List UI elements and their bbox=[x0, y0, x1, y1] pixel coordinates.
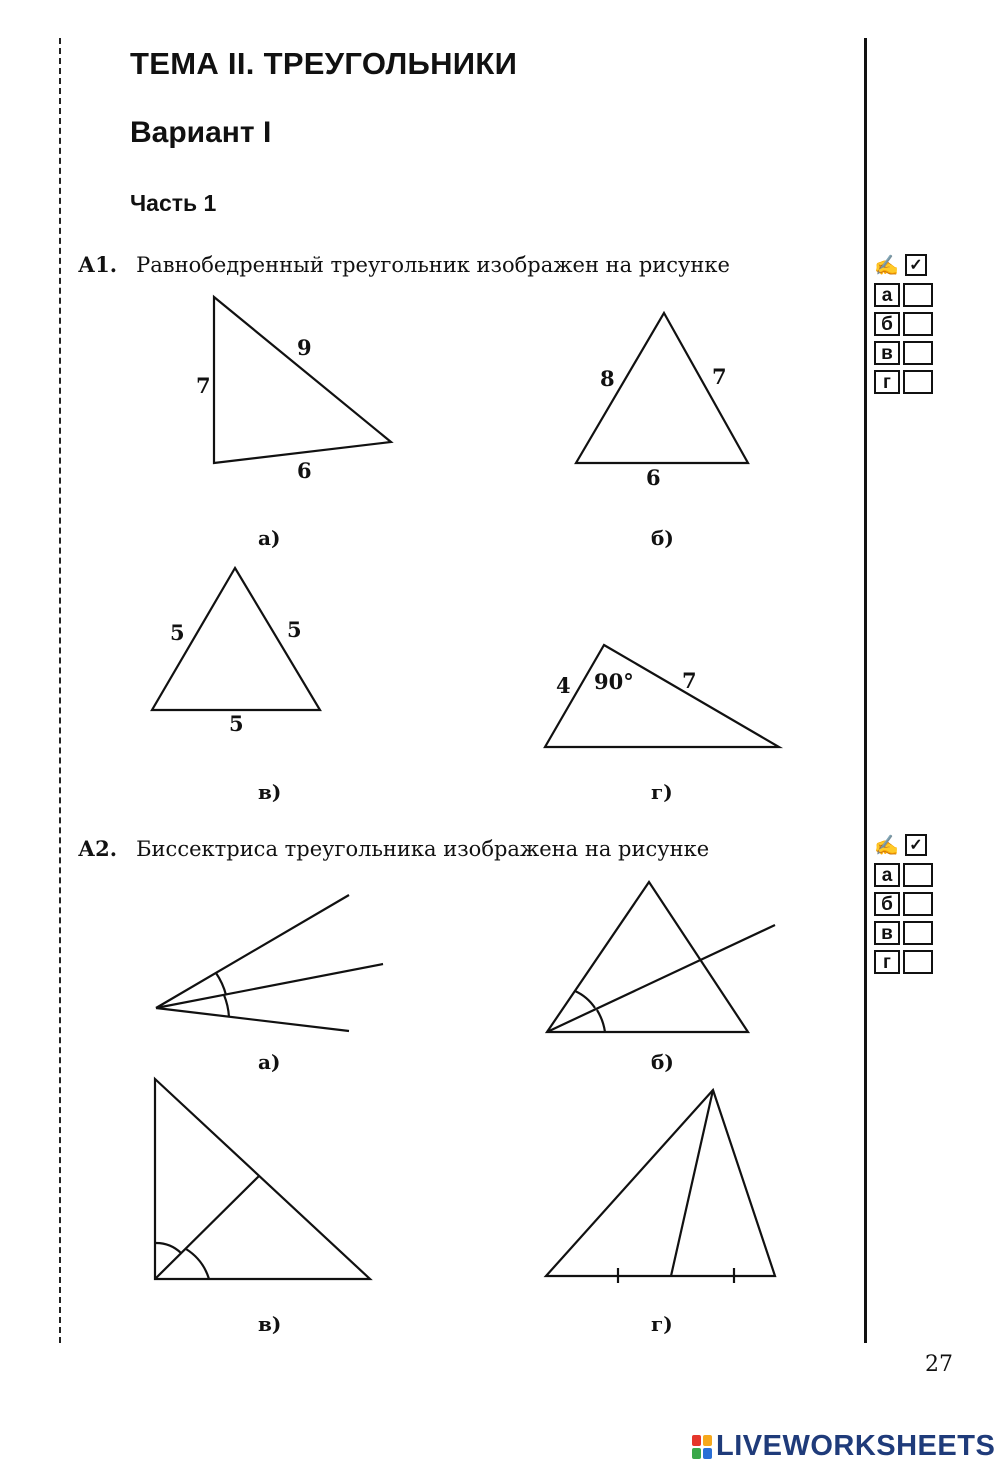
figure-a2-g bbox=[546, 1090, 775, 1283]
question-number: А1. bbox=[78, 252, 118, 277]
pencil-icon: ✍ bbox=[874, 253, 899, 277]
figure-label: б) bbox=[651, 1050, 674, 1074]
figure-label: б) bbox=[651, 526, 674, 550]
figure-label: а) bbox=[258, 1050, 281, 1074]
answer-checkbox[interactable] bbox=[903, 341, 933, 365]
angle-label: 90° bbox=[594, 669, 634, 694]
answer-option-row bbox=[874, 950, 933, 974]
answer-checkbox[interactable] bbox=[903, 950, 933, 974]
figure-label: г) bbox=[651, 1312, 673, 1336]
pencil-icon: ✍ bbox=[874, 833, 899, 857]
answer-option-letter: г bbox=[874, 370, 900, 394]
answer-option-row bbox=[874, 863, 933, 887]
triangle-a1-g bbox=[545, 645, 779, 747]
side-label: 7 bbox=[712, 364, 727, 389]
logo-text: LIVEWORKSHEETS bbox=[716, 1430, 996, 1462]
figure-label: а) bbox=[258, 526, 281, 550]
answer-checkbox[interactable] bbox=[903, 283, 933, 307]
answer-option-letter: в bbox=[874, 341, 900, 365]
question-a2 bbox=[78, 836, 709, 861]
liveworksheets-logo bbox=[692, 1430, 995, 1463]
answer-option-letter: г bbox=[874, 950, 900, 974]
margin-rule bbox=[864, 38, 867, 1343]
side-label: 7 bbox=[682, 668, 697, 693]
answer-option-letter: а bbox=[874, 283, 900, 307]
answer-option-row bbox=[874, 341, 933, 365]
answer-option-letter: б bbox=[874, 892, 900, 916]
figure-a2-a bbox=[156, 895, 383, 1031]
answer-block-a2 bbox=[874, 832, 933, 974]
page-number: 27 bbox=[925, 1352, 953, 1377]
side-label: 7 bbox=[196, 373, 211, 398]
side-label: 4 bbox=[556, 673, 571, 698]
answer-option-row bbox=[874, 892, 933, 916]
side-label: 9 bbox=[297, 335, 312, 360]
side-label: 6 bbox=[297, 458, 312, 483]
triangle-a1-a bbox=[214, 297, 391, 463]
answer-checkbox[interactable] bbox=[903, 921, 933, 945]
question-text: Биссектриса треугольника изображена на рисунке bbox=[136, 837, 710, 861]
figure-label: в) bbox=[258, 780, 282, 804]
answer-checkbox[interactable] bbox=[903, 370, 933, 394]
answer-option-letter: а bbox=[874, 863, 900, 887]
side-label: 5 bbox=[287, 617, 302, 642]
answer-option-row bbox=[874, 921, 933, 945]
question-number: А2. bbox=[78, 836, 118, 861]
side-label: 5 bbox=[170, 620, 185, 645]
question-text: Равнобедренный треугольник изображен на рисунке bbox=[136, 253, 730, 277]
variant-title: Вариант I bbox=[130, 116, 272, 149]
figure-a2-b bbox=[547, 882, 775, 1032]
answer-option-row bbox=[874, 370, 933, 394]
logo-icon bbox=[692, 1435, 712, 1459]
answer-option-row bbox=[874, 312, 933, 336]
side-label: 6 bbox=[646, 465, 661, 490]
side-label: 8 bbox=[600, 366, 615, 391]
answer-checkbox[interactable] bbox=[903, 312, 933, 336]
answer-option-letter: б bbox=[874, 312, 900, 336]
checkbox-icon: ✓ bbox=[905, 254, 927, 276]
figure-label: в) bbox=[258, 1312, 282, 1336]
topic-title: ТЕМА II. ТРЕУГОЛЬНИКИ bbox=[130, 46, 518, 81]
answer-option-letter: в bbox=[874, 921, 900, 945]
figure-label: г) bbox=[651, 780, 673, 804]
answer-checkbox[interactable] bbox=[903, 892, 933, 916]
answer-option-row bbox=[874, 283, 933, 307]
answer-block-a1 bbox=[874, 252, 933, 394]
checkbox-icon: ✓ bbox=[905, 834, 927, 856]
part-title: Часть 1 bbox=[130, 190, 217, 216]
figure-a2-v bbox=[155, 1079, 370, 1279]
side-label: 5 bbox=[229, 711, 244, 736]
answer-checkbox[interactable] bbox=[903, 863, 933, 887]
